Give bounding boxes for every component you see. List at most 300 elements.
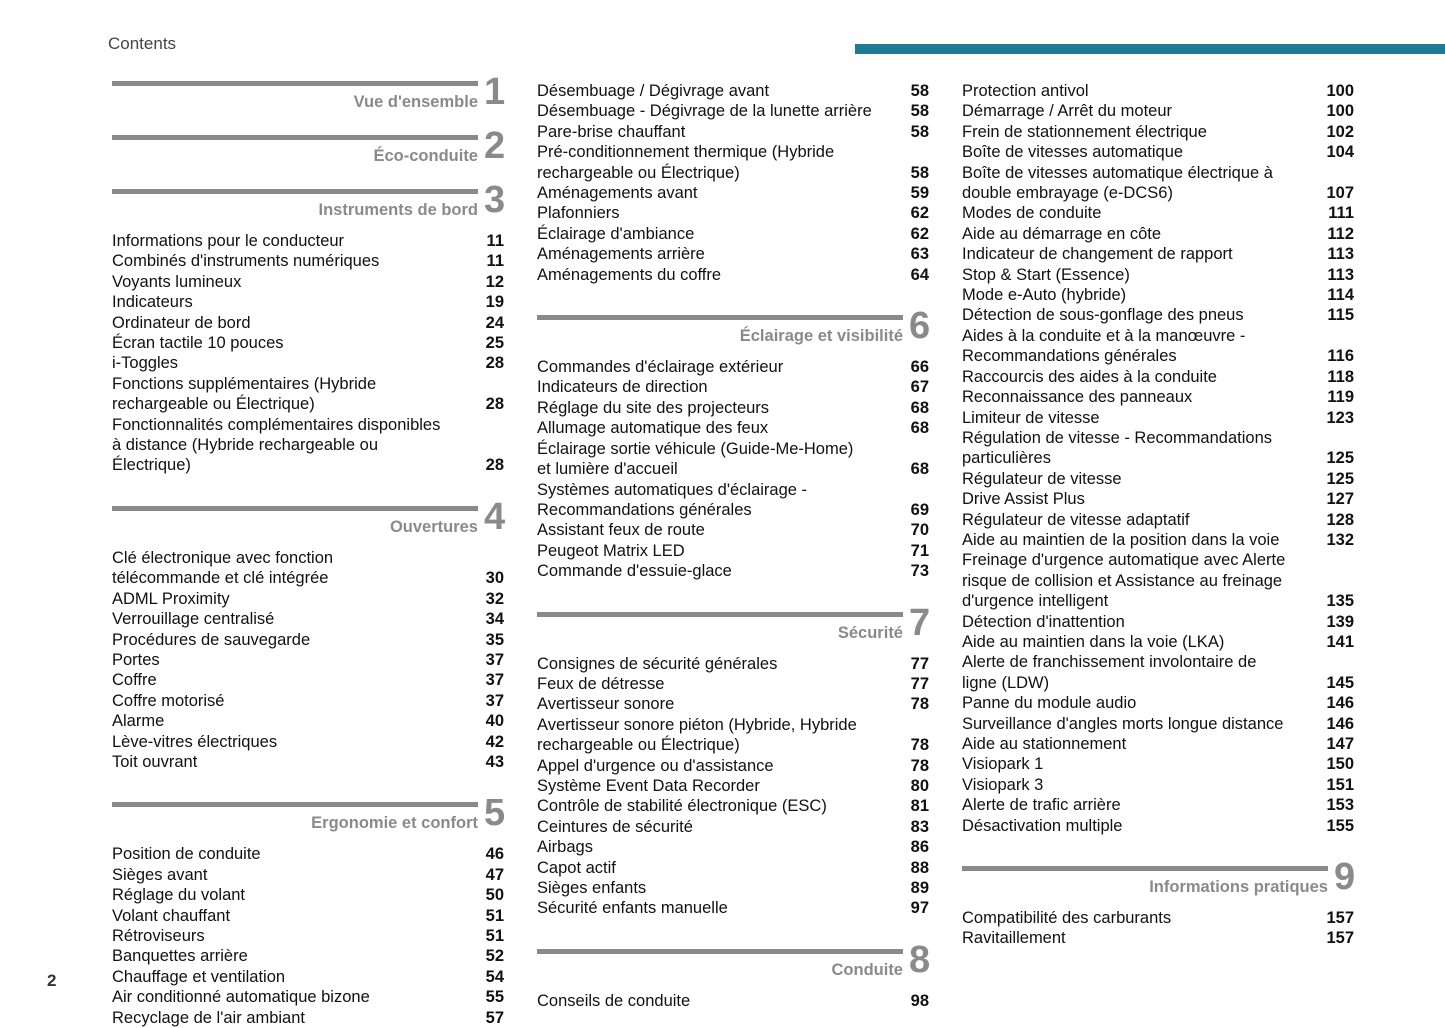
- toc-entry[interactable]: [962, 489, 1354, 509]
- toc-entry[interactable]: [962, 469, 1354, 489]
- toc-entry-page: 115: [1327, 306, 1354, 325]
- section-title[interactable]: Sécurité: [837, 623, 903, 642]
- toc-entry-page: 70: [910, 521, 929, 540]
- toc-entry-page: 127: [1326, 490, 1354, 509]
- toc-entry-line: Démarrage / Arrêt du moteur: [962, 102, 1173, 121]
- toc-entry-title: [112, 333, 460, 353]
- section-entries: [112, 548, 504, 772]
- toc-entry-page: 37: [485, 650, 504, 669]
- toc-entry[interactable]: [962, 550, 1354, 611]
- toc-entry-line: Détection d'inattention: [962, 612, 1125, 631]
- toc-entry-line: Alerte de franchissement involontaire de: [962, 653, 1257, 672]
- toc-entry-title: [962, 908, 1310, 928]
- toc-entry-line: Surveillance d'angles morts longue distance: [962, 714, 1284, 733]
- toc-entry-line: Désembuage / Dégivrage avant: [537, 82, 770, 100]
- toc-entry[interactable]: [537, 837, 929, 857]
- toc-entry[interactable]: [537, 561, 929, 581]
- toc-entry[interactable]: [112, 987, 504, 1007]
- toc-entry[interactable]: [537, 418, 929, 438]
- toc-entry[interactable]: [537, 991, 929, 1011]
- toc-entry-page: 98: [910, 991, 929, 1010]
- toc-entry[interactable]: [537, 183, 929, 203]
- toc-entry[interactable]: [112, 353, 504, 373]
- toc-entry-page: 57: [485, 1008, 504, 1027]
- toc-entry-line: Rétroviseurs: [112, 926, 205, 945]
- header-accent-bar: [855, 44, 1445, 54]
- toc-entry-line: Clé électronique avec fonction: [112, 548, 334, 567]
- toc-entry-line: Régulateur de vitesse adaptatif: [962, 510, 1190, 529]
- toc-entry-page: 51: [485, 906, 504, 925]
- toc-entry-title: [537, 224, 885, 244]
- section-gap: [112, 476, 504, 506]
- toc-entry[interactable]: [962, 285, 1354, 305]
- toc-entry[interactable]: [537, 244, 929, 264]
- toc-entry[interactable]: [537, 858, 929, 878]
- toc-entry-title: [112, 691, 460, 711]
- toc-entry-title: [537, 398, 885, 418]
- toc-entry[interactable]: [962, 81, 1354, 101]
- toc-entry[interactable]: [962, 122, 1354, 142]
- section-rule: [537, 315, 903, 320]
- toc-entry-line: Freinage d'urgence automatique avec Alerte: [962, 551, 1286, 570]
- toc-entry[interactable]: [537, 796, 929, 816]
- toc-entry-page: 19: [485, 293, 504, 312]
- toc-entry-page: 58: [910, 163, 929, 182]
- toc-entry-line: Désembuage - Dégivrage de la lunette arrière: [537, 102, 872, 121]
- section-header: [537, 305, 931, 357]
- toc-entry-page: 58: [910, 82, 929, 100]
- toc-entry-page: 78: [910, 756, 929, 775]
- toc-entry[interactable]: [962, 244, 1354, 264]
- section-rule: [537, 949, 903, 954]
- toc-entry-title: [112, 844, 460, 864]
- toc-entry[interactable]: [962, 714, 1354, 734]
- toc-entry-page: 102: [1326, 122, 1354, 141]
- toc-entry[interactable]: [112, 415, 504, 476]
- toc-entry[interactable]: [112, 333, 504, 353]
- toc-entry-line: Aide au maintien de la position dans la voie: [962, 530, 1280, 549]
- section-title[interactable]: Informations pratiques: [1149, 878, 1328, 897]
- toc-entry-line: Aides à la conduite et à la manœuvre -: [962, 326, 1246, 345]
- toc-entry-title: [537, 439, 885, 480]
- toc-entry-title: [537, 377, 885, 397]
- toc-entry-page: 28: [485, 456, 504, 475]
- toc-entry-page: 128: [1326, 510, 1354, 529]
- section-number: 7: [909, 601, 931, 644]
- toc-entry-page: 37: [485, 671, 504, 690]
- toc-entry[interactable]: [537, 694, 929, 714]
- toc-entry-title: [962, 652, 1310, 693]
- toc-entry[interactable]: [537, 377, 929, 397]
- toc-entry[interactable]: [112, 589, 504, 609]
- toc-entry-line: Réglage du volant: [112, 886, 246, 905]
- toc-entry-line: et lumière d'accueil: [537, 460, 678, 479]
- section-gap: [962, 836, 1354, 866]
- toc-section: [537, 601, 931, 919]
- toc-entry[interactable]: [112, 967, 504, 987]
- toc-entry[interactable]: [962, 265, 1354, 285]
- toc-entry-line: Indicateurs: [112, 293, 193, 312]
- toc-entry-page: 52: [485, 947, 504, 966]
- section-header: [537, 938, 931, 991]
- section-number: 2: [484, 125, 506, 167]
- toc-entry[interactable]: [537, 878, 929, 898]
- toc-entry-page: 24: [485, 313, 504, 332]
- toc-entry-page: 80: [910, 776, 929, 795]
- toc-entry[interactable]: [112, 374, 504, 415]
- toc-entry[interactable]: [537, 101, 929, 121]
- toc-entry[interactable]: [962, 754, 1354, 774]
- toc-entry-line: Aide au stationnement: [962, 735, 1127, 753]
- toc-entry-page: 157: [1326, 929, 1354, 948]
- section-entries: [537, 654, 929, 919]
- toc-entry-page: 146: [1326, 694, 1354, 713]
- toc-entry-title: [537, 715, 885, 756]
- toc-entry-title: [112, 885, 460, 905]
- toc-entry-page: 147: [1326, 735, 1354, 753]
- toc-entry-line: ligne (LDW): [962, 673, 1050, 692]
- toc-entry-line: Panne du module audio: [962, 694, 1137, 713]
- toc-entry[interactable]: [962, 428, 1354, 469]
- toc-entry-title: [112, 926, 460, 946]
- toc-entry-title: [112, 353, 460, 373]
- toc-section: [112, 495, 506, 772]
- toc-entry-title: [112, 374, 460, 415]
- toc-entry[interactable]: [537, 81, 929, 101]
- toc-entry-page: 155: [1326, 816, 1354, 835]
- section-entries: [537, 991, 929, 1011]
- toc-entry-title: [962, 714, 1310, 734]
- toc-entry-page: 151: [1326, 775, 1354, 794]
- toc-entry[interactable]: [112, 906, 504, 926]
- toc-entry-title: [962, 816, 1310, 836]
- toc-entry-page: 71: [910, 541, 929, 560]
- toc-entry-page: 100: [1326, 102, 1354, 121]
- toc-entry-line: Écran tactile 10 pouces: [112, 334, 284, 353]
- toc-entry-line: Toit ouvrant: [112, 752, 198, 771]
- toc-entry[interactable]: [537, 357, 929, 377]
- toc-entry[interactable]: [112, 650, 504, 670]
- toc-entry-title: [537, 796, 885, 816]
- toc-entry-page: 150: [1326, 755, 1354, 774]
- toc-entry-line: double embrayage (e-DCS6): [962, 184, 1173, 203]
- toc-entry[interactable]: [112, 251, 504, 271]
- toc-entry-page: 125: [1326, 449, 1354, 468]
- toc-entry[interactable]: [537, 756, 929, 776]
- toc-entry-title: [962, 326, 1310, 367]
- toc-entry-title: [962, 510, 1310, 530]
- toc-entry[interactable]: [962, 305, 1354, 325]
- toc-section: [112, 125, 506, 177]
- toc-entry-line: Indicateurs de direction: [537, 378, 708, 397]
- section-entries: [537, 81, 929, 285]
- toc-entry[interactable]: [962, 367, 1354, 387]
- toc-entry-line: Recommandations générales: [962, 347, 1177, 366]
- toc-entry-line: Fonctions supplémentaires (Hybride: [112, 374, 377, 393]
- toc-entry[interactable]: [537, 480, 929, 521]
- toc-entry-line: Verrouillage centralisé: [112, 610, 275, 629]
- toc-entry-title: [962, 81, 1310, 101]
- toc-entry-title: [962, 142, 1310, 162]
- toc-entry[interactable]: [537, 265, 929, 285]
- toc-entry-page: 132: [1326, 530, 1354, 549]
- toc-entry-title: [962, 408, 1310, 428]
- toc-entry-line: Assistant feux de route: [537, 521, 705, 540]
- section-title[interactable]: Ouvertures: [389, 517, 478, 536]
- toc-entry[interactable]: [112, 231, 504, 251]
- toc-entry-line: Combinés d'instruments numériques: [112, 252, 380, 271]
- toc-entry-title: [537, 654, 885, 674]
- section-title[interactable]: Conduite: [831, 960, 903, 979]
- toc-entry-title: [537, 183, 885, 203]
- toc-entry[interactable]: [962, 775, 1354, 795]
- toc-entry[interactable]: [537, 439, 929, 480]
- toc-entry-title: [112, 548, 460, 589]
- toc-entry-title: [537, 101, 885, 121]
- toc-section: [537, 938, 931, 1011]
- toc-entry[interactable]: [537, 715, 929, 756]
- toc-entry-title: [962, 530, 1310, 550]
- toc-entry-title: [537, 541, 885, 561]
- toc-entry[interactable]: [112, 313, 504, 333]
- toc-entry-line: Capot actif: [537, 858, 616, 877]
- section-header: [112, 71, 506, 123]
- toc-entry-page: 88: [910, 858, 929, 877]
- section-title[interactable]: Vue d'ensemble: [353, 93, 478, 111]
- section-title[interactable]: Éclairage et visibilité: [739, 327, 903, 346]
- toc-entry-page: 69: [910, 500, 929, 519]
- toc-entry[interactable]: [962, 387, 1354, 407]
- toc-entry[interactable]: [962, 928, 1354, 948]
- toc-entry-title: [112, 732, 460, 752]
- toc-entry-line: Ceintures de sécurité: [537, 817, 693, 836]
- section-title[interactable]: Ergonomie et confort: [311, 814, 478, 833]
- section-rule: [962, 866, 1328, 871]
- toc-entry-page: 32: [485, 589, 504, 608]
- toc-entry-page: 40: [485, 712, 504, 731]
- toc-entry[interactable]: [537, 520, 929, 540]
- toc-entry-line: rechargeable ou Électrique): [537, 163, 740, 182]
- toc-entry-line: Raccourcis des aides à la conduite: [962, 367, 1217, 386]
- toc-entry-page: 116: [1327, 347, 1354, 366]
- toc-entry[interactable]: [962, 510, 1354, 530]
- toc-entry-title: [962, 550, 1310, 611]
- toc-entry[interactable]: [962, 530, 1354, 550]
- toc-entry-page: 123: [1326, 408, 1354, 427]
- toc-entry-line: Recyclage de l'air ambiant: [112, 1008, 305, 1027]
- toc-entry[interactable]: [112, 752, 504, 772]
- toc-entry-title: [537, 991, 885, 1011]
- toc-entry-line: Protection antivol: [962, 82, 1089, 100]
- toc-entry-page: 46: [485, 845, 504, 864]
- toc-entry-page: 114: [1327, 286, 1354, 305]
- toc-entry[interactable]: [112, 865, 504, 885]
- section-header: [112, 125, 506, 177]
- toc-entry[interactable]: [112, 926, 504, 946]
- toc-entry[interactable]: [962, 408, 1354, 428]
- toc-entry-page: 42: [485, 732, 504, 751]
- toc-entry[interactable]: [112, 292, 504, 312]
- toc-entry[interactable]: [112, 691, 504, 711]
- toc-entry[interactable]: [112, 670, 504, 690]
- toc-entry[interactable]: [537, 203, 929, 223]
- toc-entry-line: Feux de détresse: [537, 674, 665, 693]
- toc-entry-line: Peugeot Matrix LED: [537, 541, 685, 560]
- section-gap: [112, 123, 504, 135]
- toc-entry[interactable]: [537, 654, 929, 674]
- section-number: 9: [1334, 856, 1356, 899]
- toc-entry-page: 51: [485, 926, 504, 945]
- toc-entry[interactable]: [112, 548, 504, 589]
- toc-entry[interactable]: [962, 908, 1354, 928]
- toc-entry[interactable]: [112, 711, 504, 731]
- toc-entry-page: 97: [910, 899, 929, 918]
- toc-entry[interactable]: [537, 398, 929, 418]
- section-number: 5: [484, 792, 506, 835]
- toc-entry-line: particulières: [962, 449, 1051, 468]
- toc-entry[interactable]: [112, 630, 504, 650]
- toc-entry[interactable]: [962, 142, 1354, 162]
- toc-entry-title: [962, 224, 1310, 244]
- toc-entry-line: Coffre motorisé: [112, 691, 225, 710]
- toc-entry-line: Plafonniers: [537, 204, 620, 223]
- toc-entry-page: 153: [1326, 796, 1354, 815]
- toc-entry-line: ADML Proximity: [112, 589, 230, 608]
- toc-entry-line: Conseils de conduite: [537, 991, 691, 1010]
- toc-entry-page: 62: [910, 204, 929, 223]
- toc-entry-title: [537, 520, 885, 540]
- toc-entry[interactable]: [962, 326, 1354, 367]
- section-gap: [537, 919, 929, 949]
- toc-entry-title: [962, 387, 1310, 407]
- toc-entry[interactable]: [962, 612, 1354, 632]
- toc-entry-title: [962, 795, 1310, 815]
- toc-entry[interactable]: [112, 885, 504, 905]
- toc-entry-title: [112, 231, 460, 251]
- toc-section: [962, 856, 1356, 949]
- toc-entry-page: 11: [486, 252, 504, 271]
- section-gap: [537, 582, 929, 612]
- toc-entry[interactable]: [112, 272, 504, 292]
- toc-entry-title: [537, 756, 885, 776]
- section-title[interactable]: Éco-conduite: [373, 147, 478, 165]
- toc-entry-title: [537, 776, 885, 796]
- toc-entry-title: [112, 670, 460, 690]
- toc-entry-line: Ordinateur de bord: [112, 313, 251, 332]
- toc-entry-title: [112, 946, 460, 966]
- toc-entry-page: 55: [485, 988, 504, 1007]
- toc-entry-line: Position de conduite: [112, 845, 261, 864]
- toc-entry[interactable]: [537, 776, 929, 796]
- toc-entry-title: [112, 865, 460, 885]
- toc-section: [112, 71, 506, 123]
- toc-entry-page: 78: [910, 736, 929, 755]
- toc-entry[interactable]: [537, 122, 929, 142]
- toc-entry[interactable]: [962, 816, 1354, 836]
- toc-entry[interactable]: [537, 817, 929, 837]
- toc-entry[interactable]: [112, 609, 504, 629]
- header-label: Contents: [108, 34, 177, 53]
- toc-entry-title: [112, 415, 460, 476]
- toc-entry-line: Pré-conditionnement thermique (Hybride: [537, 143, 835, 162]
- toc-entry-line: Appel d'urgence ou d'assistance: [537, 756, 774, 775]
- section-entries: [112, 844, 504, 1028]
- toc-section: [537, 305, 931, 581]
- toc-entry-title: [962, 203, 1310, 223]
- toc-entry-line: Visiopark 3: [962, 775, 1044, 794]
- toc-entry[interactable]: [962, 652, 1354, 693]
- section-number: 6: [909, 305, 931, 348]
- toc-entry-title: [537, 674, 885, 694]
- toc-entry-page: 28: [485, 395, 504, 414]
- toc-entry-title: [112, 711, 460, 731]
- toc-entry-line: Système Event Data Recorder: [537, 776, 760, 795]
- toc-entry[interactable]: [962, 632, 1354, 652]
- toc-entry-page: 78: [910, 695, 929, 714]
- toc-entry[interactable]: [962, 101, 1354, 121]
- toc-entry[interactable]: [537, 224, 929, 244]
- toc-entry[interactable]: [962, 224, 1354, 244]
- toc-entry[interactable]: [962, 203, 1354, 223]
- toc-entry[interactable]: [962, 734, 1354, 754]
- toc-entry-line: Aménagements avant: [537, 184, 698, 203]
- toc-entry-line: Éclairage sortie véhicule (Guide-Me-Home): [537, 439, 854, 458]
- toc-entry[interactable]: [112, 732, 504, 752]
- toc-entry-title: [962, 469, 1310, 489]
- toc-entry-page: 30: [485, 569, 504, 588]
- toc-entry[interactable]: [112, 946, 504, 966]
- toc-entry[interactable]: [537, 674, 929, 694]
- toc-entry-title: [962, 101, 1310, 121]
- toc-entry[interactable]: [537, 142, 929, 183]
- toc-entry-line: Alarme: [112, 712, 165, 731]
- toc-entry[interactable]: [112, 844, 504, 864]
- toc-entry-page: 113: [1327, 265, 1354, 284]
- toc-entry-title: [112, 906, 460, 926]
- toc-entry-page: 25: [485, 334, 504, 353]
- toc-entry-line: Limiteur de vitesse: [962, 408, 1100, 427]
- toc-entry-page: 83: [910, 817, 929, 836]
- toc-entry[interactable]: [962, 693, 1354, 713]
- toc-entry-page: 66: [910, 358, 929, 377]
- toc-entry-page: 58: [910, 102, 929, 121]
- toc-entry-page: 62: [910, 224, 929, 243]
- toc-entry-page: 68: [910, 419, 929, 438]
- toc-entry-title: [537, 203, 885, 223]
- section-entries: [112, 231, 504, 476]
- toc-entry-title: [537, 878, 885, 898]
- toc-entry-line: Éclairage d'ambiance: [537, 224, 695, 243]
- toc-entry-page: 68: [910, 460, 929, 479]
- toc-entry-page: 89: [910, 879, 929, 897]
- toc-entry-line: Compatibilité des carburants: [962, 909, 1172, 928]
- toc-entry-line: Drive Assist Plus: [962, 490, 1085, 509]
- toc-entry-line: risque de collision et Assistance au freinage: [962, 571, 1283, 590]
- toc-entry[interactable]: [537, 898, 929, 918]
- toc-entry-title: [537, 244, 885, 264]
- toc-entry-title: [112, 650, 460, 670]
- toc-entry-line: Air conditionné automatique bizone: [112, 988, 370, 1007]
- toc-entry[interactable]: [537, 541, 929, 561]
- toc-entry[interactable]: [962, 795, 1354, 815]
- toc-entry[interactable]: [962, 163, 1354, 204]
- toc-entry-line: Avertisseur sonore piéton (Hybride, Hybride: [537, 715, 857, 734]
- toc-entry-page: 119: [1327, 388, 1354, 407]
- toc-entry-line: Aide au maintien dans la voie (LKA): [962, 632, 1225, 651]
- toc-entry-page: 63: [910, 245, 929, 264]
- toc-entry-title: [537, 694, 885, 714]
- section-title[interactable]: Instruments de bord: [318, 201, 478, 219]
